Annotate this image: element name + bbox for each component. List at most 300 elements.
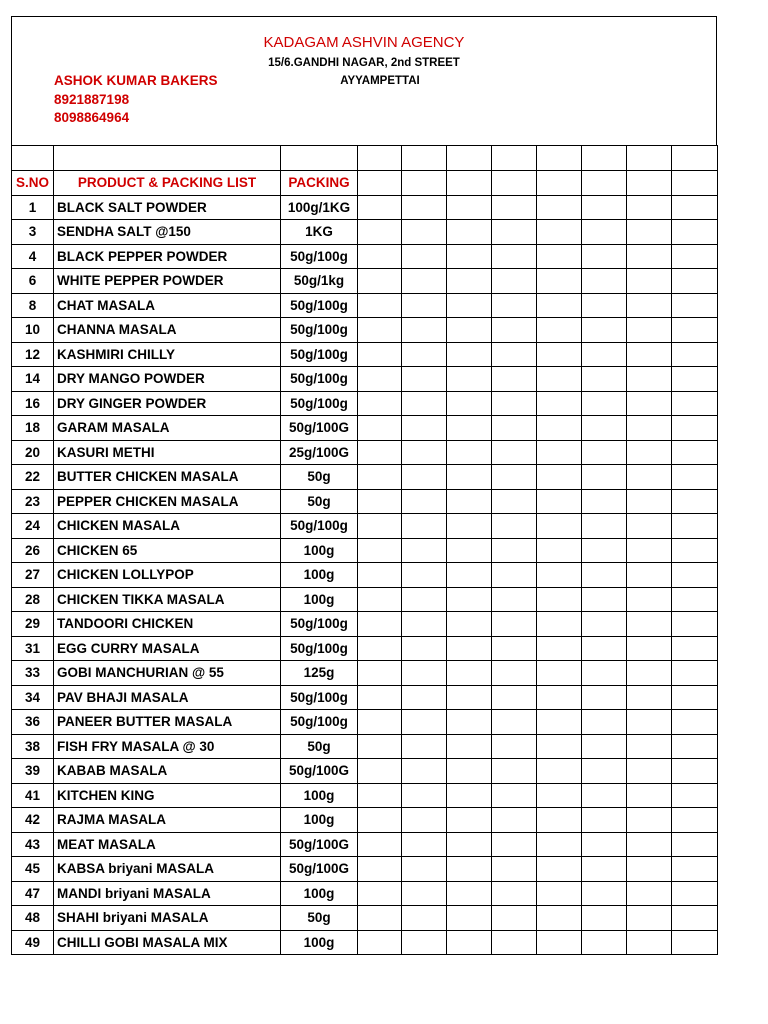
qty-cell[interactable] — [627, 318, 672, 343]
qty-cell[interactable] — [492, 220, 537, 245]
qty-cell[interactable] — [358, 759, 402, 784]
qty-cell[interactable] — [492, 808, 537, 833]
qty-cell[interactable] — [447, 881, 492, 906]
row-sno: 27 — [12, 563, 54, 588]
row-sno: 12 — [12, 342, 54, 367]
table-row — [12, 808, 718, 833]
qty-cell[interactable] — [447, 661, 492, 686]
qty-cell[interactable] — [402, 906, 447, 931]
qty-cell[interactable] — [582, 391, 627, 416]
qty-cell[interactable] — [447, 514, 492, 539]
qty-cell[interactable] — [627, 440, 672, 465]
row-sno: 1 — [12, 195, 54, 220]
qty-cell[interactable] — [672, 808, 718, 833]
qty-cell[interactable] — [402, 416, 447, 441]
qty-cell[interactable] — [402, 587, 447, 612]
qty-cell[interactable] — [492, 391, 537, 416]
qty-cell[interactable] — [627, 244, 672, 269]
qty-cell[interactable] — [537, 465, 582, 490]
qty-cell[interactable] — [447, 318, 492, 343]
qty-cell[interactable] — [672, 538, 718, 563]
qty-cell[interactable] — [492, 685, 537, 710]
qty-cell[interactable] — [447, 857, 492, 882]
qty-cell[interactable] — [627, 759, 672, 784]
qty-cell[interactable] — [358, 514, 402, 539]
row-sno: 26 — [12, 538, 54, 563]
qty-cell[interactable] — [627, 783, 672, 808]
qty-cell[interactable] — [447, 465, 492, 490]
qty-cell[interactable] — [537, 440, 582, 465]
qty-cell[interactable] — [492, 514, 537, 539]
qty-cell[interactable] — [492, 538, 537, 563]
qty-cell[interactable] — [582, 514, 627, 539]
qty-cell[interactable] — [582, 195, 627, 220]
table-row — [12, 220, 718, 245]
qty-cell[interactable] — [672, 587, 718, 612]
qty-cell[interactable] — [582, 367, 627, 392]
qty-cell[interactable] — [537, 367, 582, 392]
qty-cell[interactable] — [537, 759, 582, 784]
qty-cell[interactable] — [492, 857, 537, 882]
row-product: WHITE PEPPER POWDER — [54, 269, 281, 294]
qty-cell[interactable] — [492, 244, 537, 269]
row-sno: 22 — [12, 465, 54, 490]
qty-cell[interactable] — [627, 489, 672, 514]
qty-cell[interactable] — [492, 710, 537, 735]
qty-cell[interactable] — [358, 563, 402, 588]
qty-cell[interactable] — [537, 881, 582, 906]
qty-cell[interactable] — [672, 930, 718, 955]
qty-cell[interactable] — [582, 734, 627, 759]
qty-cell[interactable] — [582, 416, 627, 441]
col-header-sno: S.NO — [12, 171, 54, 196]
qty-cell[interactable] — [447, 293, 492, 318]
qty-cell[interactable] — [358, 857, 402, 882]
qty-cell[interactable] — [537, 244, 582, 269]
row-packing: 100g — [281, 587, 358, 612]
qty-cell[interactable] — [402, 195, 447, 220]
row-sno: 16 — [12, 391, 54, 416]
qty-cell[interactable] — [447, 685, 492, 710]
row-sno: 42 — [12, 808, 54, 833]
qty-cell[interactable] — [447, 783, 492, 808]
qty-cell[interactable] — [672, 440, 718, 465]
qty-cell[interactable] — [402, 367, 447, 392]
qty-cell[interactable] — [582, 293, 627, 318]
qty-cell[interactable] — [672, 391, 718, 416]
qty-cell[interactable] — [627, 808, 672, 833]
qty-cell[interactable] — [537, 416, 582, 441]
col-header-product: PRODUCT & PACKING LIST — [54, 171, 281, 196]
qty-cell[interactable] — [358, 538, 402, 563]
qty-cell[interactable] — [627, 906, 672, 931]
qty-cell[interactable] — [492, 563, 537, 588]
qty-cell[interactable] — [492, 416, 537, 441]
qty-cell[interactable] — [447, 391, 492, 416]
qty-cell[interactable] — [582, 881, 627, 906]
qty-cell[interactable] — [672, 465, 718, 490]
qty-cell[interactable] — [672, 416, 718, 441]
qty-cell[interactable] — [447, 808, 492, 833]
qty-cell[interactable] — [627, 881, 672, 906]
qty-cell[interactable] — [402, 318, 447, 343]
qty-cell[interactable] — [492, 342, 537, 367]
qty-cell[interactable] — [358, 808, 402, 833]
qty-cell[interactable] — [402, 759, 447, 784]
qty-cell[interactable] — [627, 661, 672, 686]
qty-cell[interactable] — [627, 269, 672, 294]
qty-cell[interactable] — [582, 342, 627, 367]
qty-cell[interactable] — [582, 710, 627, 735]
qty-cell[interactable] — [627, 538, 672, 563]
qty-cell[interactable] — [672, 710, 718, 735]
row-sno: 47 — [12, 881, 54, 906]
qty-cell[interactable] — [447, 440, 492, 465]
qty-cell[interactable] — [402, 832, 447, 857]
qty-cell[interactable] — [627, 710, 672, 735]
row-sno: 41 — [12, 783, 54, 808]
row-packing: 50g/100g — [281, 636, 358, 661]
blank-row — [12, 146, 718, 171]
row-packing: 50g/100G — [281, 759, 358, 784]
qty-cell[interactable] — [537, 636, 582, 661]
qty-cell[interactable] — [402, 293, 447, 318]
qty-cell[interactable] — [537, 342, 582, 367]
qty-cell[interactable] — [537, 489, 582, 514]
qty-cell[interactable] — [672, 563, 718, 588]
row-sno: 33 — [12, 661, 54, 686]
qty-cell[interactable] — [447, 416, 492, 441]
qty-cell[interactable] — [627, 195, 672, 220]
qty-cell[interactable] — [492, 440, 537, 465]
qty-cell[interactable] — [358, 195, 402, 220]
qty-cell[interactable] — [582, 538, 627, 563]
qty-cell[interactable] — [627, 587, 672, 612]
qty-cell[interactable] — [672, 881, 718, 906]
row-packing: 50g — [281, 906, 358, 931]
qty-cell[interactable] — [627, 563, 672, 588]
qty-cell[interactable] — [672, 220, 718, 245]
qty-cell[interactable] — [358, 685, 402, 710]
qty-cell[interactable] — [537, 563, 582, 588]
qty-cell[interactable] — [402, 465, 447, 490]
qty-cell[interactable] — [672, 832, 718, 857]
qty-cell[interactable] — [492, 930, 537, 955]
qty-cell[interactable] — [672, 342, 718, 367]
row-sno: 23 — [12, 489, 54, 514]
qty-cell[interactable] — [402, 710, 447, 735]
qty-cell[interactable] — [402, 220, 447, 245]
qty-cell[interactable] — [447, 367, 492, 392]
row-product: CHILLI GOBI MASALA MIX — [54, 930, 281, 955]
qty-cell[interactable] — [402, 661, 447, 686]
qty-cell[interactable] — [537, 293, 582, 318]
row-product: CHAT MASALA — [54, 293, 281, 318]
qty-cell[interactable] — [447, 636, 492, 661]
qty-cell[interactable] — [537, 832, 582, 857]
qty-cell[interactable] — [537, 734, 582, 759]
qty-cell[interactable] — [582, 759, 627, 784]
qty-cell[interactable] — [582, 440, 627, 465]
qty-cell[interactable] — [402, 440, 447, 465]
qty-cell[interactable] — [358, 587, 402, 612]
qty-cell[interactable] — [447, 710, 492, 735]
qty-cell[interactable] — [447, 587, 492, 612]
qty-cell[interactable] — [582, 930, 627, 955]
qty-cell[interactable] — [358, 661, 402, 686]
qty-cell[interactable] — [582, 857, 627, 882]
row-packing: 1KG — [281, 220, 358, 245]
qty-cell[interactable] — [358, 832, 402, 857]
qty-cell[interactable] — [537, 195, 582, 220]
qty-cell[interactable] — [402, 612, 447, 637]
qty-cell[interactable] — [402, 734, 447, 759]
qty-cell[interactable] — [358, 220, 402, 245]
qty-cell[interactable] — [447, 906, 492, 931]
qty-cell[interactable] — [402, 636, 447, 661]
qty-cell[interactable] — [358, 881, 402, 906]
qty-cell[interactable] — [402, 244, 447, 269]
qty-cell[interactable] — [402, 930, 447, 955]
qty-cell[interactable] — [358, 269, 402, 294]
qty-cell[interactable] — [492, 636, 537, 661]
qty-cell[interactable] — [358, 367, 402, 392]
qty-cell[interactable] — [627, 367, 672, 392]
qty-cell[interactable] — [537, 612, 582, 637]
qty-cell[interactable] — [358, 342, 402, 367]
qty-cell[interactable] — [492, 832, 537, 857]
qty-cell[interactable] — [672, 783, 718, 808]
qty-cell[interactable] — [582, 612, 627, 637]
qty-cell[interactable] — [672, 195, 718, 220]
qty-cell[interactable] — [627, 416, 672, 441]
qty-cell[interactable] — [627, 220, 672, 245]
qty-cell[interactable] — [537, 906, 582, 931]
qty-cell[interactable] — [402, 391, 447, 416]
qty-cell[interactable] — [672, 244, 718, 269]
qty-cell[interactable] — [402, 685, 447, 710]
customer-phone-1: 8921887198 — [54, 91, 130, 107]
qty-cell[interactable] — [447, 220, 492, 245]
qty-cell[interactable] — [627, 612, 672, 637]
qty-cell[interactable] — [402, 514, 447, 539]
table-row — [12, 538, 718, 563]
qty-cell[interactable] — [537, 808, 582, 833]
qty-cell[interactable] — [582, 563, 627, 588]
qty-cell[interactable] — [627, 734, 672, 759]
agency-name: KADAGAM ASHVIN AGENCY — [263, 34, 465, 51]
qty-cell[interactable] — [358, 710, 402, 735]
qty-cell[interactable] — [672, 759, 718, 784]
qty-cell[interactable] — [537, 930, 582, 955]
qty-cell[interactable] — [672, 489, 718, 514]
row-product: CHANNA MASALA — [54, 318, 281, 343]
qty-cell[interactable] — [582, 685, 627, 710]
row-product: GOBI MANCHURIAN @ 55 — [54, 661, 281, 686]
qty-cell[interactable] — [492, 612, 537, 637]
qty-cell[interactable] — [402, 783, 447, 808]
table-row — [12, 465, 718, 490]
qty-cell[interactable] — [582, 832, 627, 857]
qty-cell[interactable] — [492, 269, 537, 294]
qty-cell[interactable] — [537, 661, 582, 686]
qty-cell[interactable] — [627, 342, 672, 367]
qty-cell[interactable] — [358, 293, 402, 318]
table-row — [12, 563, 718, 588]
qty-cell[interactable] — [358, 906, 402, 931]
table-row — [12, 906, 718, 931]
qty-cell[interactable] — [537, 318, 582, 343]
row-product: MANDI briyani MASALA — [54, 881, 281, 906]
qty-cell[interactable] — [447, 538, 492, 563]
qty-cell[interactable] — [672, 367, 718, 392]
qty-cell[interactable] — [627, 857, 672, 882]
qty-cell[interactable] — [447, 563, 492, 588]
qty-cell[interactable] — [672, 906, 718, 931]
address-line-2: AYYAMPETTAI — [340, 75, 420, 87]
qty-cell[interactable] — [672, 661, 718, 686]
qty-cell[interactable] — [492, 293, 537, 318]
qty-cell[interactable] — [627, 391, 672, 416]
qty-cell[interactable] — [582, 220, 627, 245]
qty-cell[interactable] — [492, 465, 537, 490]
row-sno: 39 — [12, 759, 54, 784]
qty-cell[interactable] — [627, 832, 672, 857]
qty-cell[interactable] — [358, 783, 402, 808]
qty-cell[interactable] — [447, 244, 492, 269]
row-product: PEPPER CHICKEN MASALA — [54, 489, 281, 514]
table-row — [12, 930, 718, 955]
qty-cell[interactable] — [358, 244, 402, 269]
qty-cell[interactable] — [447, 269, 492, 294]
qty-cell[interactable] — [447, 195, 492, 220]
qty-cell[interactable] — [447, 832, 492, 857]
table-row — [12, 636, 718, 661]
qty-cell[interactable] — [627, 514, 672, 539]
qty-cell[interactable] — [537, 538, 582, 563]
qty-cell[interactable] — [358, 440, 402, 465]
qty-cell[interactable] — [672, 612, 718, 637]
qty-cell[interactable] — [447, 930, 492, 955]
qty-cell[interactable] — [492, 881, 537, 906]
qty-cell[interactable] — [582, 465, 627, 490]
qty-cell[interactable] — [627, 293, 672, 318]
qty-cell[interactable] — [492, 318, 537, 343]
qty-cell[interactable] — [358, 612, 402, 637]
qty-cell[interactable] — [492, 195, 537, 220]
qty-cell[interactable] — [358, 416, 402, 441]
qty-cell[interactable] — [537, 587, 582, 612]
row-product: KITCHEN KING — [54, 783, 281, 808]
qty-cell[interactable] — [358, 318, 402, 343]
product-table — [11, 145, 718, 955]
row-packing: 100g — [281, 930, 358, 955]
qty-cell[interactable] — [672, 857, 718, 882]
qty-cell[interactable] — [402, 342, 447, 367]
qty-cell[interactable] — [358, 489, 402, 514]
qty-cell[interactable] — [447, 759, 492, 784]
row-product: DRY MANGO POWDER — [54, 367, 281, 392]
qty-cell[interactable] — [537, 685, 582, 710]
col-header-packing: PACKING — [281, 171, 358, 196]
qty-cell[interactable] — [537, 514, 582, 539]
qty-cell[interactable] — [627, 636, 672, 661]
qty-cell[interactable] — [492, 783, 537, 808]
qty-cell[interactable] — [492, 489, 537, 514]
qty-cell[interactable] — [402, 857, 447, 882]
qty-cell[interactable] — [627, 685, 672, 710]
qty-cell[interactable] — [358, 391, 402, 416]
qty-cell[interactable] — [402, 808, 447, 833]
qty-cell[interactable] — [672, 293, 718, 318]
qty-cell[interactable] — [447, 489, 492, 514]
qty-cell[interactable] — [447, 612, 492, 637]
qty-cell[interactable] — [358, 930, 402, 955]
qty-cell[interactable] — [537, 220, 582, 245]
qty-cell[interactable] — [672, 269, 718, 294]
qty-cell[interactable] — [672, 514, 718, 539]
qty-cell[interactable] — [627, 930, 672, 955]
qty-cell[interactable] — [582, 906, 627, 931]
qty-cell[interactable] — [537, 269, 582, 294]
qty-cell[interactable] — [582, 489, 627, 514]
qty-cell[interactable] — [492, 661, 537, 686]
qty-cell[interactable] — [492, 759, 537, 784]
qty-cell[interactable] — [358, 734, 402, 759]
qty-cell[interactable] — [582, 244, 627, 269]
qty-cell[interactable] — [402, 881, 447, 906]
row-packing: 125g — [281, 661, 358, 686]
qty-cell[interactable] — [582, 661, 627, 686]
row-sno: 18 — [12, 416, 54, 441]
qty-cell[interactable] — [582, 269, 627, 294]
qty-cell[interactable] — [402, 489, 447, 514]
row-sno: 43 — [12, 832, 54, 857]
qty-cell[interactable] — [537, 857, 582, 882]
qty-cell[interactable] — [492, 367, 537, 392]
qty-cell[interactable] — [447, 342, 492, 367]
row-packing: 50g — [281, 734, 358, 759]
qty-cell[interactable] — [627, 465, 672, 490]
qty-cell[interactable] — [582, 318, 627, 343]
qty-cell[interactable] — [672, 318, 718, 343]
table-row — [12, 195, 718, 220]
qty-cell[interactable] — [402, 563, 447, 588]
qty-cell[interactable] — [582, 783, 627, 808]
qty-cell[interactable] — [537, 710, 582, 735]
qty-cell[interactable] — [492, 906, 537, 931]
table-row — [12, 269, 718, 294]
qty-cell[interactable] — [672, 685, 718, 710]
qty-cell[interactable] — [358, 636, 402, 661]
qty-cell[interactable] — [447, 734, 492, 759]
customer-name: ASHOK KUMAR BAKERS — [54, 73, 218, 88]
qty-cell[interactable] — [537, 783, 582, 808]
qty-cell[interactable] — [582, 808, 627, 833]
qty-cell[interactable] — [672, 636, 718, 661]
qty-cell[interactable] — [492, 587, 537, 612]
qty-cell[interactable] — [402, 538, 447, 563]
qty-cell[interactable] — [358, 465, 402, 490]
qty-cell[interactable] — [402, 269, 447, 294]
row-sno: 8 — [12, 293, 54, 318]
qty-cell[interactable] — [672, 734, 718, 759]
qty-cell[interactable] — [582, 636, 627, 661]
row-product: MEAT MASALA — [54, 832, 281, 857]
qty-cell[interactable] — [492, 734, 537, 759]
qty-cell[interactable] — [537, 391, 582, 416]
qty-cell[interactable] — [582, 587, 627, 612]
